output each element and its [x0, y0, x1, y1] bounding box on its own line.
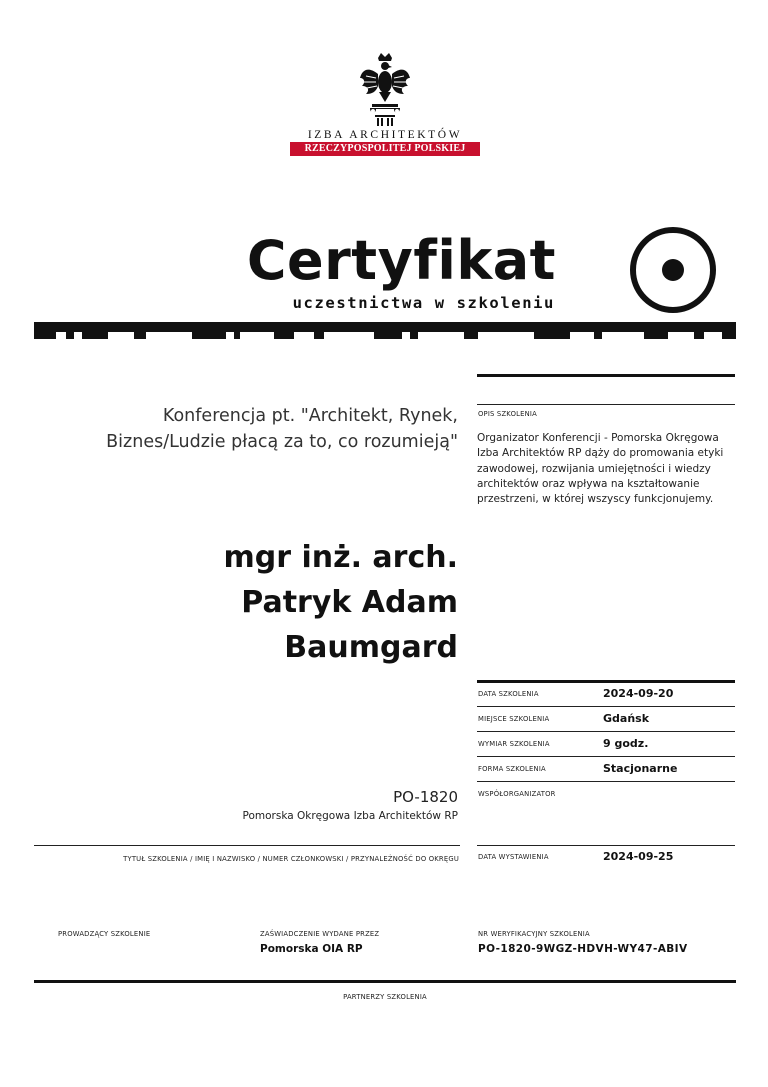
detail-value-form: Stacjonarne [603, 762, 678, 775]
member-chamber: Pomorska Okręgowa Izba Architektów RP [242, 810, 458, 822]
participant-degree: mgr inż. arch. [223, 540, 458, 575]
instructor-label: PROWADZĄCY SZKOLENIE [58, 930, 151, 938]
issued-by-label: ZAŚWIADCZENIE WYDANE PRZEZ [260, 930, 380, 938]
header-divider-bar [34, 322, 736, 332]
description-top-rule [477, 374, 735, 377]
participant-surname: Baumgard [284, 630, 458, 665]
details-row-rule [477, 706, 735, 707]
certificate-subtitle: uczestnictwa w szkoleniu [292, 294, 555, 312]
training-title-line2: Biznes/Ludzie płacą za to, co rozumieją" [106, 432, 458, 452]
detail-value-duration: 9 godz. [603, 737, 649, 750]
target-circle-icon [628, 225, 718, 315]
detail-label-place: MIEJSCE SZKOLENIA [478, 715, 550, 723]
description-rule [477, 404, 735, 405]
issue-date-label: DATA WYSTAWIENIA [478, 853, 549, 861]
training-title [40, 403, 458, 455]
eagle-emblem-icon [358, 52, 412, 126]
member-number: PO-1820 [393, 788, 458, 806]
issue-date-value: 2024-09-25 [603, 850, 674, 863]
issue-rule [477, 845, 735, 846]
details-top-rule [477, 680, 735, 683]
description-text: Organizator Konferencji - Pomorska Okręgowa Izba Architektów RP dąży do promowania etyki zawodowej, rozwijania umiejętności i wiedzy architektów oraz wpływa na kształtowanie przestrzeni, w której wszyscy funkcjonujemy. [477, 432, 724, 506]
detail-label-duration: WYMIAR SZKOLENIA [478, 740, 550, 748]
details-row-rule [477, 781, 735, 782]
detail-value-place: Gdańsk [603, 712, 650, 725]
verification-label: NR WERYFIKACYJNY SZKOLENIA [478, 930, 590, 938]
logo-country-banner: RZECZYPOSPOLITEJ POLSKIEJ [290, 142, 480, 156]
fields-caption: TYTUŁ SZKOLENIA / IMIĘ I NAZWISKO / NUMER CZŁONKOWSKI / PRZYNALEŻNOŚĆ DO OKRĘGU [123, 855, 459, 863]
header-divider-ticks [34, 332, 736, 340]
detail-label-coorganizer: WSPÓŁORGANIZATOR [478, 790, 556, 798]
training-title-line1: Konferencja pt. "Architekt, Rynek, [162, 406, 458, 426]
certificate-title: Certyfikat [246, 229, 556, 292]
description-label: OPIS SZKOLENIA [478, 410, 537, 418]
partners-label: PARTNERZY SZKOLENIA [343, 993, 427, 1001]
detail-label-form: FORMA SZKOLENIA [478, 765, 546, 773]
details-row-rule [477, 756, 735, 757]
participant-first-names: Patryk Adam [241, 585, 458, 620]
issued-by-value: Pomorska OIA RP [260, 943, 363, 955]
verification-number: PO-1820-9WGZ-HDVH-WY47-ABIV [478, 943, 688, 955]
detail-value-date: 2024-09-20 [603, 687, 674, 700]
left-footer-rule [34, 845, 460, 846]
bottom-rule [34, 980, 736, 983]
participant-name [40, 535, 458, 670]
details-row-rule [477, 731, 735, 732]
logo-chamber-name: IZBA ARCHITEKTÓW [307, 129, 463, 141]
detail-label-date: DATA SZKOLENIA [478, 690, 539, 698]
